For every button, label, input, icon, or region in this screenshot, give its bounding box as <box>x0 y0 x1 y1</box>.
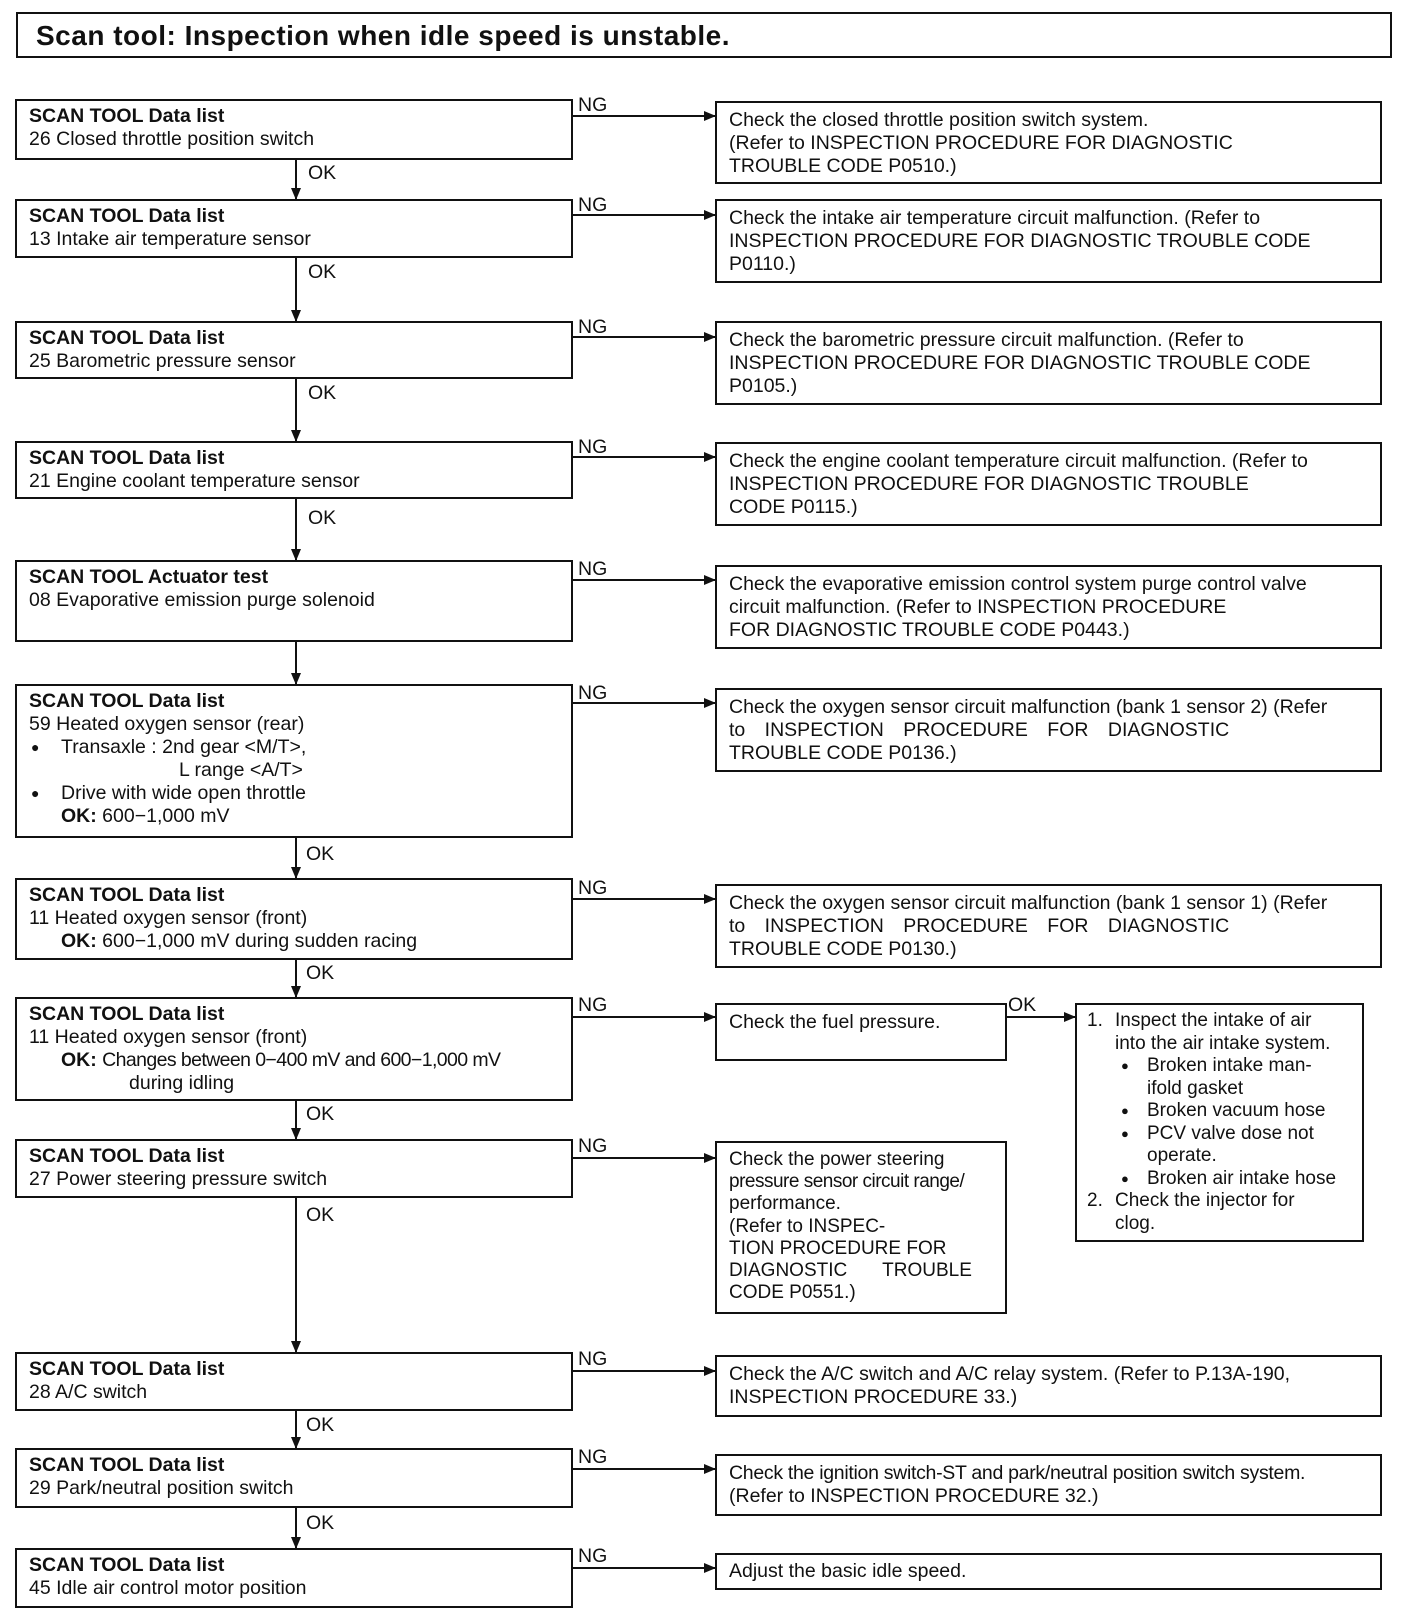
action-line: (Refer to INSPECTION PROCEDURE FOR DIAGNOSTIC <box>729 132 1233 154</box>
action-line: P0105.) <box>729 375 798 397</box>
action-line: to INSPECTION PROCEDURE FOR DIAGNOSTIC <box>729 915 1230 937</box>
step-heading: SCAN TOOL Data list <box>29 884 225 906</box>
action-line: TROUBLE CODE P0510.) <box>729 155 957 177</box>
action-line: INSPECTION PROCEDURE FOR DIAGNOSTIC TROUBLE CODE <box>729 352 1311 374</box>
ok-criteria-continuation: during idling <box>129 1072 235 1094</box>
step-box-5 <box>15 560 573 642</box>
action-line: Check the closed throttle position switch system. <box>729 109 1149 131</box>
action-line: Adjust the basic idle speed. <box>729 1560 967 1582</box>
ok-criteria-value: 600−1,000 mV during sudden racing <box>102 930 418 952</box>
action-line: TROUBLE CODE P0136.) <box>729 742 957 764</box>
ng-action-box-8 <box>715 1003 1007 1061</box>
action-line: INSPECTION PROCEDURE 33.) <box>729 1386 1018 1408</box>
step-item: 26 Closed throttle position switch <box>29 128 315 150</box>
action-line: (Refer to INSPEC- <box>729 1215 886 1237</box>
ok-label: OK <box>306 1204 335 1226</box>
sub-bullet: ● Broken air intake hose <box>1087 1168 1352 1191</box>
ok-label: OK <box>306 1103 335 1125</box>
step-box-2 <box>15 199 573 258</box>
condition-bullet: ● Transaxle : 2nd gear <M/T>, <box>29 736 559 759</box>
step-heading: SCAN TOOL Actuator test <box>29 566 269 588</box>
action-line: TION PROCEDURE FOR <box>729 1237 947 1259</box>
ng-action-box-7 <box>715 884 1382 968</box>
action-line: to INSPECTION PROCEDURE FOR DIAGNOSTIC <box>729 719 1230 741</box>
action-line: INSPECTION PROCEDURE FOR DIAGNOSTIC TROUBLE CODE <box>729 230 1311 252</box>
ng-action-box-9 <box>715 1141 1007 1314</box>
sub-bullet-continuation: ifold gasket <box>1147 1077 1244 1099</box>
ng-label: NG <box>578 558 608 580</box>
step-item: 11 Heated oxygen sensor (front) <box>29 907 308 929</box>
ok-label: OK <box>306 1414 335 1436</box>
ng-label: NG <box>578 1348 608 1370</box>
ok-label: OK <box>1008 994 1037 1016</box>
sub-bullet: ● PCV valve dose not <box>1087 1123 1352 1146</box>
step-item: 08 Evaporative emission purge solenoid <box>29 589 375 611</box>
ok-criteria-value: 600−1,000 mV <box>102 805 230 827</box>
sub-bullet-continuation: operate. <box>1147 1145 1217 1166</box>
item-line: Inspect the intake of air <box>1115 1010 1312 1031</box>
condition-continuation: L range <A/T> <box>179 759 303 781</box>
ng-label: NG <box>578 682 608 704</box>
step-item: 29 Park/neutral position switch <box>29 1477 294 1499</box>
condition-bullet: ● Drive with wide open throttle <box>29 782 559 805</box>
ok-label: OK <box>308 507 337 529</box>
ok-label: OK <box>308 261 337 283</box>
step-item: 59 Heated oxygen sensor (rear) <box>29 713 305 735</box>
action-line: TROUBLE CODE P0130.) <box>729 938 957 960</box>
ng-action-box-3 <box>715 321 1382 405</box>
ok-action-box-fuel <box>1075 1003 1364 1242</box>
step-item: 13 Intake air temperature sensor <box>29 228 311 250</box>
action-line: CODE P0551.) <box>729 1282 856 1304</box>
ok-criteria-label: OK: <box>61 805 97 827</box>
step-box-3 <box>15 321 573 379</box>
action-line: FOR DIAGNOSTIC TROUBLE CODE P0443.) <box>729 619 1130 641</box>
ng-label: NG <box>578 994 608 1016</box>
item-line: Check the injector for <box>1115 1190 1295 1211</box>
procedure-item-2 <box>1087 1190 1352 1235</box>
action-line: INSPECTION PROCEDURE FOR DIAGNOSTIC TROUBLE <box>729 473 1249 495</box>
action-line: Check the barometric pressure circuit malfunction. (Refer to <box>729 329 1244 351</box>
action-line: Check the power steering <box>729 1149 945 1170</box>
ok-criteria-value: Changes between 0−400 mV and 600−1,000 mV <box>102 1049 501 1071</box>
ng-label: NG <box>578 877 608 899</box>
ok-label: OK <box>306 962 335 984</box>
ng-action-box-2 <box>715 199 1382 283</box>
action-line: P0110.) <box>729 253 796 275</box>
sub-bullet: ● Broken intake man- <box>1087 1055 1352 1078</box>
action-line: Check the oxygen sensor circuit malfunction (bank 1 sensor 1) (Refer <box>729 892 1328 914</box>
ng-label: NG <box>578 94 608 116</box>
step-item: 11 Heated oxygen sensor (front) <box>29 1026 308 1048</box>
action-line: DIAGNOSTIC TROUBLE <box>729 1260 972 1282</box>
procedure-item-1 <box>1087 1010 1352 1055</box>
action-line: Check the A/C switch and A/C relay system. (Refer to P.13A-190, <box>729 1363 1291 1385</box>
step-item: 45 Idle air control motor position <box>29 1577 307 1599</box>
step-heading: SCAN TOOL Data list <box>29 690 225 712</box>
action-line: Check the engine coolant temperature circuit malfunction. (Refer to <box>729 450 1308 472</box>
step-heading: SCAN TOOL Data list <box>29 1554 225 1576</box>
item-line: into the air intake system. <box>1115 1032 1331 1054</box>
step-heading: SCAN TOOL Data list <box>29 1145 225 1167</box>
ok-label: OK <box>306 843 335 865</box>
step-box-8 <box>15 997 573 1101</box>
ng-label: NG <box>578 194 608 216</box>
ng-action-box-10 <box>715 1355 1382 1417</box>
action-line: Check the ignition switch-ST and park/neutral position switch system. <box>729 1462 1306 1484</box>
action-line: CODE P0115.) <box>729 496 858 518</box>
step-box-10 <box>15 1352 573 1411</box>
step-heading: SCAN TOOL Data list <box>29 205 225 227</box>
step-item: 27 Power steering pressure switch <box>29 1168 328 1190</box>
action-line: Check the oxygen sensor circuit malfunction (bank 1 sensor 2) (Refer <box>729 696 1328 718</box>
ng-action-box-11 <box>715 1454 1382 1516</box>
step-box-6 <box>15 684 573 838</box>
step-box-1 <box>15 99 573 160</box>
ok-label: OK <box>308 162 337 184</box>
step-item: 21 Engine coolant temperature sensor <box>29 470 360 492</box>
item-number: 2. <box>1087 1190 1103 1211</box>
action-line: (Refer to INSPECTION PROCEDURE 32.) <box>729 1485 1099 1507</box>
ng-action-box-4 <box>715 442 1382 526</box>
ng-label: NG <box>578 1446 608 1468</box>
step-box-7 <box>15 878 573 960</box>
ok-criteria-label: OK: <box>61 1049 97 1071</box>
ok-label: OK <box>308 382 337 404</box>
step-heading: SCAN TOOL Data list <box>29 1358 225 1380</box>
ng-label: NG <box>578 1135 608 1157</box>
ng-action-box-1 <box>715 101 1382 184</box>
ng-action-box-12 <box>715 1553 1382 1590</box>
action-line: Check the evaporative emission control system purge control valve <box>729 573 1307 595</box>
ok-label: OK <box>306 1512 335 1534</box>
step-heading: SCAN TOOL Data list <box>29 327 225 349</box>
step-item: 25 Barometric pressure sensor <box>29 350 296 372</box>
step-heading: SCAN TOOL Data list <box>29 1003 225 1025</box>
ng-action-box-6 <box>715 688 1382 772</box>
ng-label: NG <box>578 316 608 338</box>
ng-action-box-5 <box>715 565 1382 649</box>
item-number: 1. <box>1087 1010 1103 1031</box>
action-line: circuit malfunction. (Refer to INSPECTION PROCEDURE <box>729 596 1227 618</box>
step-heading: SCAN TOOL Data list <box>29 1454 225 1476</box>
step-box-11 <box>15 1448 573 1508</box>
step-box-12 <box>15 1548 573 1608</box>
item-line: clog. <box>1115 1212 1156 1234</box>
step-box-9 <box>15 1139 573 1198</box>
page-title: Scan tool: Inspection when idle speed is unstable. <box>16 12 1392 58</box>
action-line: Check the fuel pressure. <box>729 1011 941 1033</box>
step-heading: SCAN TOOL Data list <box>29 105 225 127</box>
action-line: Check the intake air temperature circuit malfunction. (Refer to <box>729 207 1261 229</box>
action-line: pressure sensor circuit range/ <box>729 1171 965 1193</box>
step-heading: SCAN TOOL Data list <box>29 447 225 469</box>
sub-bullet: ● Broken vacuum hose <box>1087 1100 1352 1123</box>
ng-label: NG <box>578 1545 608 1567</box>
step-box-4 <box>15 441 573 499</box>
step-item: 28 A/C switch <box>29 1381 148 1403</box>
action-line: performance. <box>729 1193 841 1215</box>
ng-label: NG <box>578 436 608 458</box>
ok-criteria-label: OK: <box>61 930 97 952</box>
